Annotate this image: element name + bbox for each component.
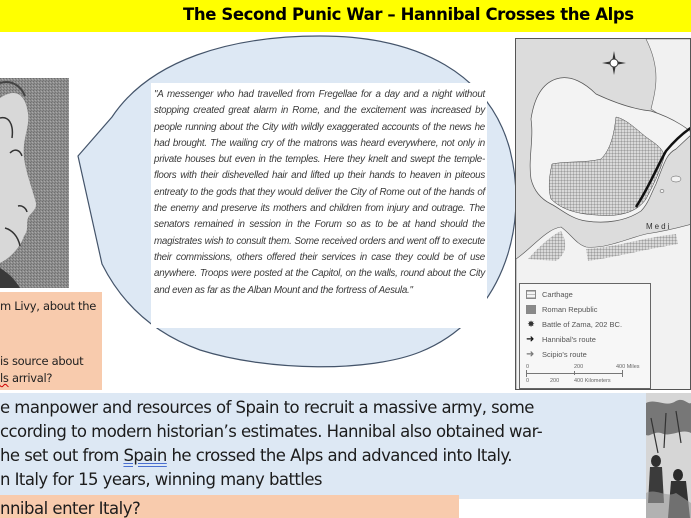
body-line-3-before: he set out from (0, 446, 124, 465)
spellcheck-underline: ls (0, 371, 9, 385)
legend-item-roman-republic (526, 303, 597, 315)
legend-label: Scipio's route (542, 349, 587, 359)
legend-label: Hannibal's route (542, 334, 596, 344)
legend-item-scipio-route (526, 348, 587, 360)
slide-title: The Second Punic War – Hannibal Crosses the Alps (183, 5, 634, 24)
alps-crossing-engraving-image (646, 393, 691, 518)
body-text (0, 396, 542, 492)
legend-label: Roman Republic (542, 304, 598, 314)
scale-label: 200 (550, 378, 560, 384)
body-line-3-after: he crossed the Alps and advanced into Italy. (166, 446, 512, 465)
spain-grammar-underline: Spain (123, 446, 167, 465)
scale-label: 400 Miles (616, 364, 640, 370)
question-source-line-1: m Livy, about the (0, 299, 96, 313)
arrow-right-icon: ➜ (526, 348, 535, 360)
question-italy-text: nnibal enter Italy? (0, 499, 141, 518)
map-legend (519, 283, 651, 389)
battle-icon: ✸ (527, 318, 535, 329)
scale-label: 0 (526, 364, 530, 370)
body-line-4: n Italy for 15 years, winning many battles (0, 470, 322, 489)
legend-item-battle (526, 318, 622, 330)
carthage-swatch-icon (526, 290, 536, 299)
legend-item-carthage (526, 288, 573, 300)
legend-label: Carthage (542, 289, 573, 299)
livy-quote-text: "A messenger who had travelled from Fregellae for a day and a night without stopping created great alarm in Rome, and the excitement was increased by people running about the City with wildly exaggerated accounts of the news he had brought. The wailing cry of the matrons was heard everywhere, not only in private houses but even in the temples. Here they knelt and swept the temple-floors with their dishevelled hair and lifted up their hands to heaven in piteous entreaty to the gods that they would deliver the City of Rome out of the hands of the enemy and preserve its mothers and children from injury and outrage. The senators remained in session in the Forum so as to be at hand should the magistrates wish to consult them. Some received orders and went off to execute their commissions, others offered their services in case they could be of use anywhere. Troops were posted at the Capitol, on the walls, round about the City and even as far as the Alban Mount and the fortress of Aesula." (154, 89, 485, 296)
arrow-right-icon: ➜ (526, 333, 535, 345)
legend-label: Battle of Zama, 202 BC. (542, 319, 623, 329)
scale-label: 0 (526, 378, 530, 384)
scale-label: 200 (574, 364, 584, 370)
question-source-line-2: is source about (0, 354, 84, 368)
legend-item-hannibal-route (526, 333, 596, 345)
question-source-lines (0, 353, 83, 387)
scale-bar (526, 364, 644, 386)
svg-text:Medi: Medi (646, 222, 672, 231)
scale-label: 400 Kilometers (574, 378, 611, 384)
roman-republic-swatch-icon (526, 305, 536, 314)
body-line-3 (0, 444, 542, 468)
question-source-line-3 (0, 370, 83, 387)
body-line-1: e manpower and resources of Spain to recruit a massive army, some (0, 398, 534, 417)
soldiers-engraving-icon (646, 393, 691, 518)
body-line-2: ccording to modern historian’s estimates. Hannibal also obtained war- (0, 422, 543, 441)
question-source-line-3-rest: arrival? (8, 371, 53, 385)
